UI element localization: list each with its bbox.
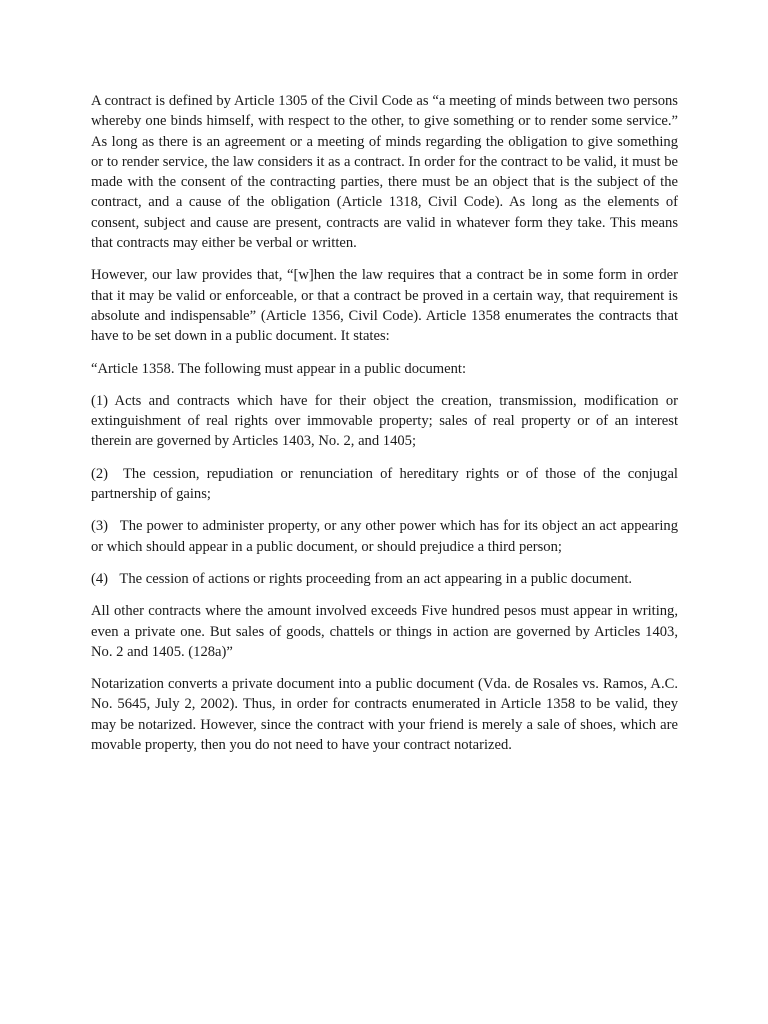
list-item-text: Acts and contracts which have for their object the creation, transmission, modification or extinguishment of real rights over immovable property; sales of real property or of an interest therein are governed by Articles 1403, No. 2, and 1405; xyxy=(91,392,679,450)
list-item-number: (2) xyxy=(91,465,109,482)
list-item-text: The cession of actions or rights proceeding from an act appearing in a public document. xyxy=(119,570,633,587)
list-item-3 xyxy=(91,516,678,557)
list-item-number: (3) xyxy=(91,518,109,535)
document-page xyxy=(91,91,678,767)
list-item-number: (1) xyxy=(91,392,109,409)
list-item-4 xyxy=(91,569,678,589)
paragraph-form-requirement: However, our law provides that, “[w]hen the law requires that a contract be in some form in order that it may be valid or enforceable, or that a contract be proved in a certain way, that requirement is absolute and indispensable” (Article 1356, Civil Code). Article 1358 enumerates the contracts that have to be set down in a public document. It states: xyxy=(91,267,678,345)
paragraph-contract-definition: A contract is defined by Article 1305 of the Civil Code as “a meeting of minds between two persons whereby one binds himself, with respect to the other, to give something or to render some service.” As long as there is an agreement or a meeting of minds regarding the obligation to give something or to render service, the law considers it as a contract. In order for the contract to be valid, it must be made with the consent of the contracting parties, there must be an object that is the subject of the contract, and a cause of the obligation (Article 1318, Civil Code). As long as the elements of consent, subject and cause are present, contracts are valid in whatever form they take. This means that contracts may either be verbal or written. xyxy=(91,93,678,252)
list-item-text: The power to administer property, or any other power which has for its object an act appearing or which should appear in a public document, or should prejudice a third person; xyxy=(91,518,678,555)
list-item-text: The cession, repudiation or renunciation of hereditary rights or of those of the conjugal partnership of gains; xyxy=(91,465,678,503)
paragraph-notarization: Notarization converts a private document into a public document (Vda. de Rosales vs. Ramos, A.C. No. 5645, July 2, 2002). Thus, in order for contracts enumerated in Article 1358 to be valid, they may be notarized. However, since the contract with your friend is merely a sale of shoes, which are movable property, then you do not need to have your contract notarized. xyxy=(91,676,678,754)
paragraph-other-contracts: All other contracts where the amount involved exceeds Five hundred pesos must appear in writing, even a private one. But sales of goods, chattels or things in action are governed by Articles 1403, No. 2 and 1405. (128a)” xyxy=(91,603,678,660)
list-item-2 xyxy=(91,464,678,505)
list-item-number: (4) xyxy=(91,570,109,587)
list-item-1 xyxy=(91,391,678,452)
paragraph-article-1358-heading: “Article 1358. The following must appear in a public document: xyxy=(91,360,467,377)
